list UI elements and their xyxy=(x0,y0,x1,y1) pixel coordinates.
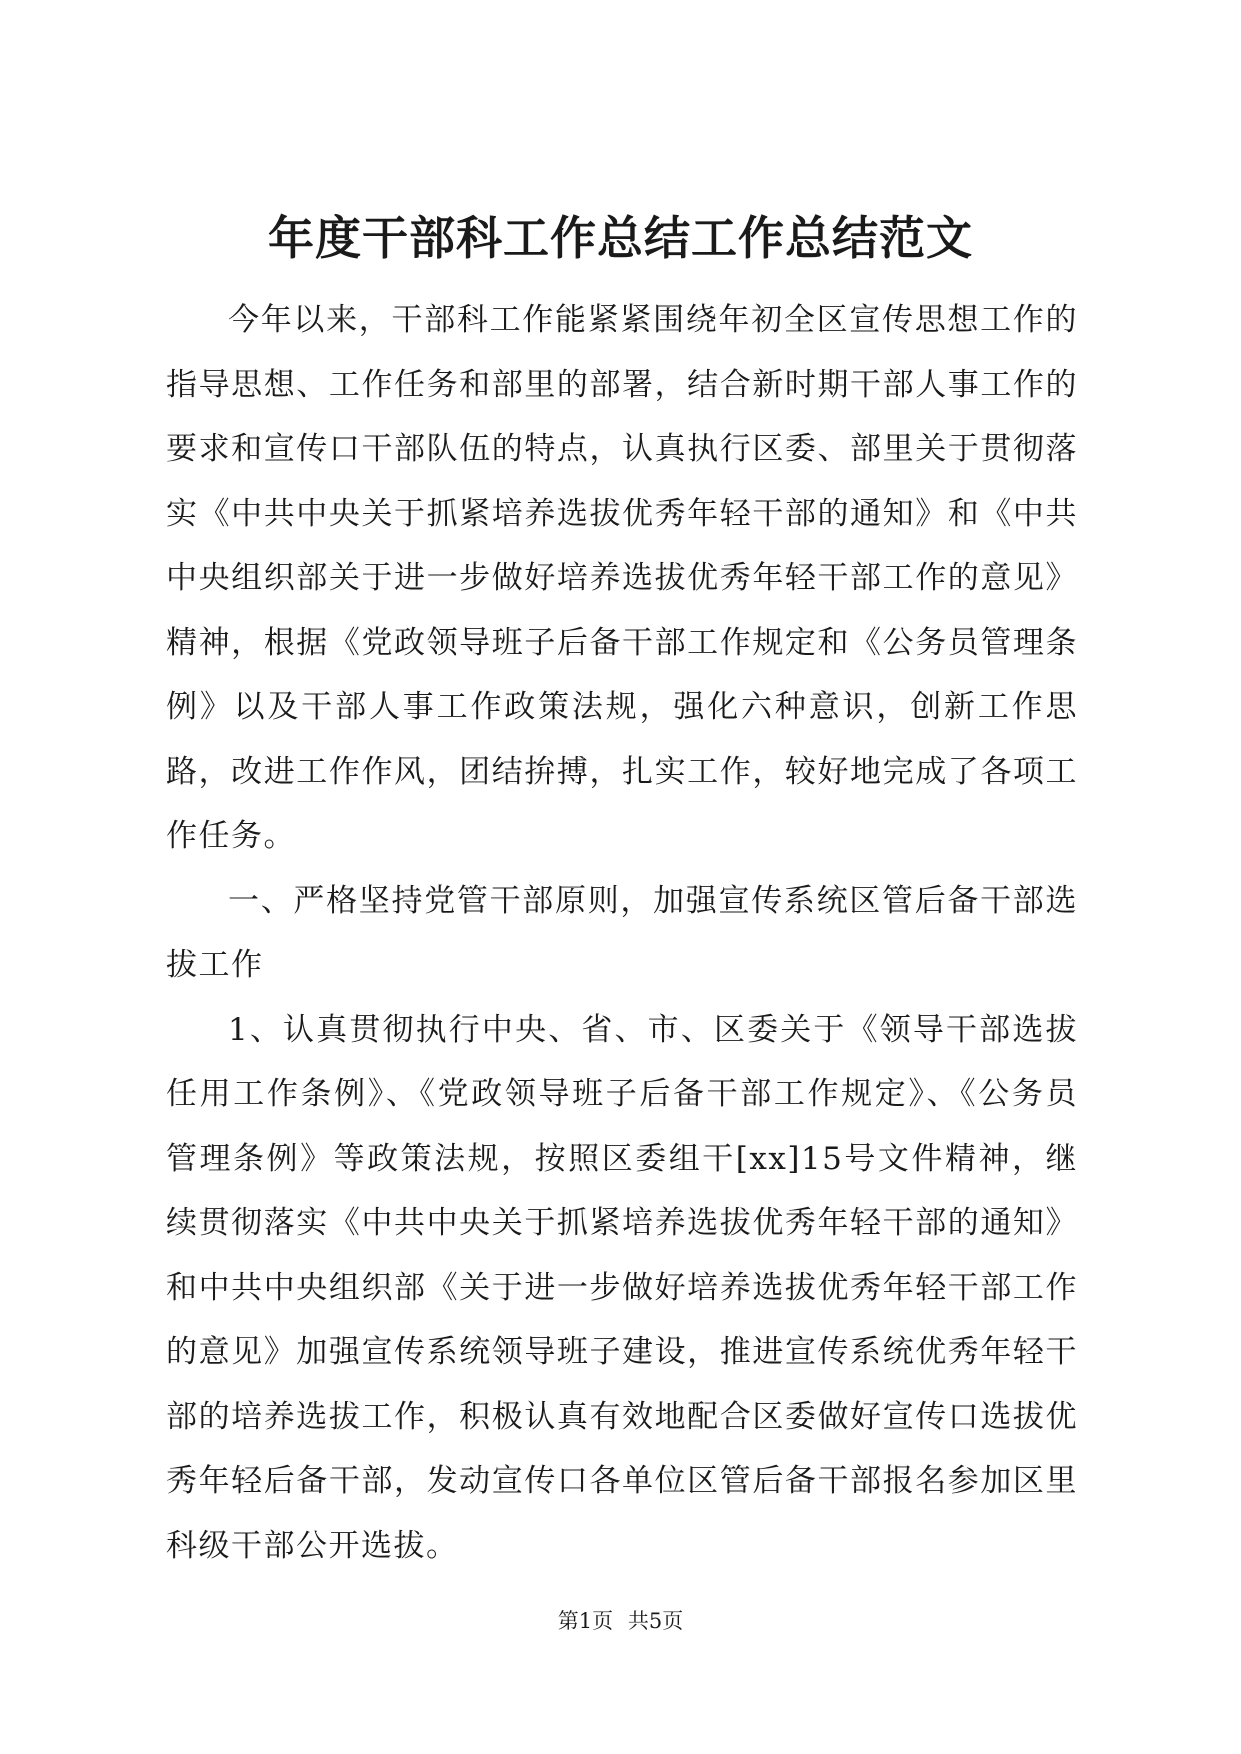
paragraph-intro: 今年以来，干部科工作能紧紧围绕年初全区宣传思想工作的指导思想、工作任务和部里的部署，结合新时期干部人事工作的要求和宣传口干部队伍的特点，认真执行区委、部里关于贯彻落实《中共中央关于抓紧培养选拔优秀年轻干部的通知》和《中共中央组织部关于进一步做好培养选拔优秀年轻干部工作的意见》精神，根据《党政领导班子后备干部工作规定和《公务员管理条例》以及干部人事工作政策法规，强化六种意识，创新工作思路，改进工作作风，团结拚搏，扎实工作，较好地完成了各项工作任务。 xyxy=(166,302,1078,854)
page-number: 第1页 xyxy=(557,1609,614,1633)
paragraph-item-1: 1、认真贯彻执行中央、省、市、区委关于《领导干部选拔任用工作条例》、《党政领导班子后备干部工作规定》、《公务员管理条例》等政策法规，按照区委组干[xx]15号文件精神，继续贯彻落实《中共中央关于抓紧培养选拔优秀年轻干部的通知》和中共中央组织部《关于进一步做好培养选拔优秀年轻干部工作的意见》加强宣传系统领导班子建设，推进宣传系统优秀年轻干部的培养选拔工作，积极认真有效地配合区委做好宣传口选拔优秀年轻后备干部，发动宣传口各单位区管后备干部报名参加区里科级干部公开选拔。 xyxy=(166,1011,1078,1564)
paragraph-section-heading: 一、严格坚持党管干部原则，加强宣传系统区管后备干部选拔工作 xyxy=(166,882,1078,983)
page-total: 共5页 xyxy=(627,1609,684,1633)
page-footer xyxy=(0,1606,1241,1636)
document-title: 年度干部科工作总结工作总结范文 xyxy=(268,211,973,265)
document-body xyxy=(166,288,1078,1578)
